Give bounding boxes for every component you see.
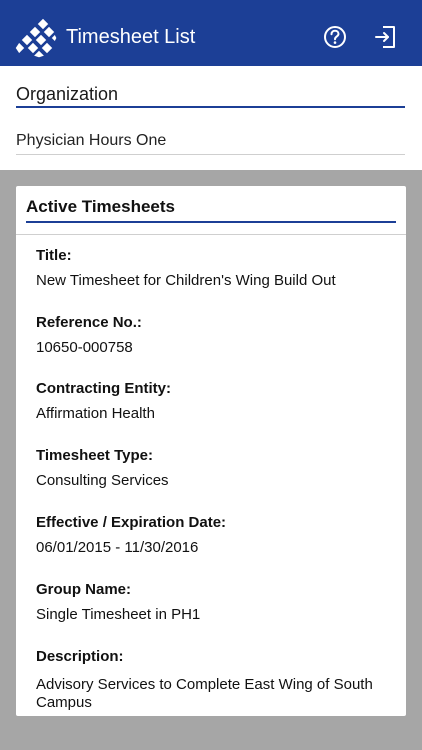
effective-expiration-date-label: Effective / Expiration Date: xyxy=(36,514,227,531)
group-name-value: Single Timesheet in PH1 xyxy=(36,606,201,623)
reference-no-value: 10650-000758 xyxy=(36,339,133,356)
timesheet-type-label: Timesheet Type: xyxy=(36,447,153,464)
contracting-entity-label: Contracting Entity: xyxy=(36,380,171,397)
effective-expiration-date-value: 06/01/2015 - 11/30/2016 xyxy=(36,539,199,556)
organization-label: Organization xyxy=(16,84,119,104)
reference-no-label: Reference No.: xyxy=(36,314,142,331)
app-header xyxy=(0,0,422,66)
description-value: Advisory Services to Complete East Wing of South Campus xyxy=(36,676,373,711)
page-title: Timesheet List xyxy=(66,26,196,48)
help-circle-icon[interactable] xyxy=(322,24,348,50)
timesheet-type-value: Consulting Services xyxy=(36,472,169,489)
title-value: New Timesheet for Children's Wing Build Out xyxy=(36,272,336,289)
organization-selector[interactable]: Physician Hours One xyxy=(16,132,167,149)
group-name-label: Group Name: xyxy=(36,581,132,598)
card-divider xyxy=(16,234,406,235)
title-label: Title: xyxy=(36,247,72,264)
organization-underline xyxy=(16,106,405,108)
organization-divider xyxy=(16,154,405,155)
card-title-underline xyxy=(26,221,396,223)
logout-icon[interactable] xyxy=(373,24,399,50)
app-logo-icon xyxy=(15,16,57,58)
card-title: Active Timesheets xyxy=(26,197,175,216)
description-label: Description: xyxy=(36,648,124,665)
active-timesheets-card[interactable] xyxy=(16,186,406,716)
organization-section xyxy=(0,66,422,170)
contracting-entity-value: Affirmation Health xyxy=(36,405,155,422)
